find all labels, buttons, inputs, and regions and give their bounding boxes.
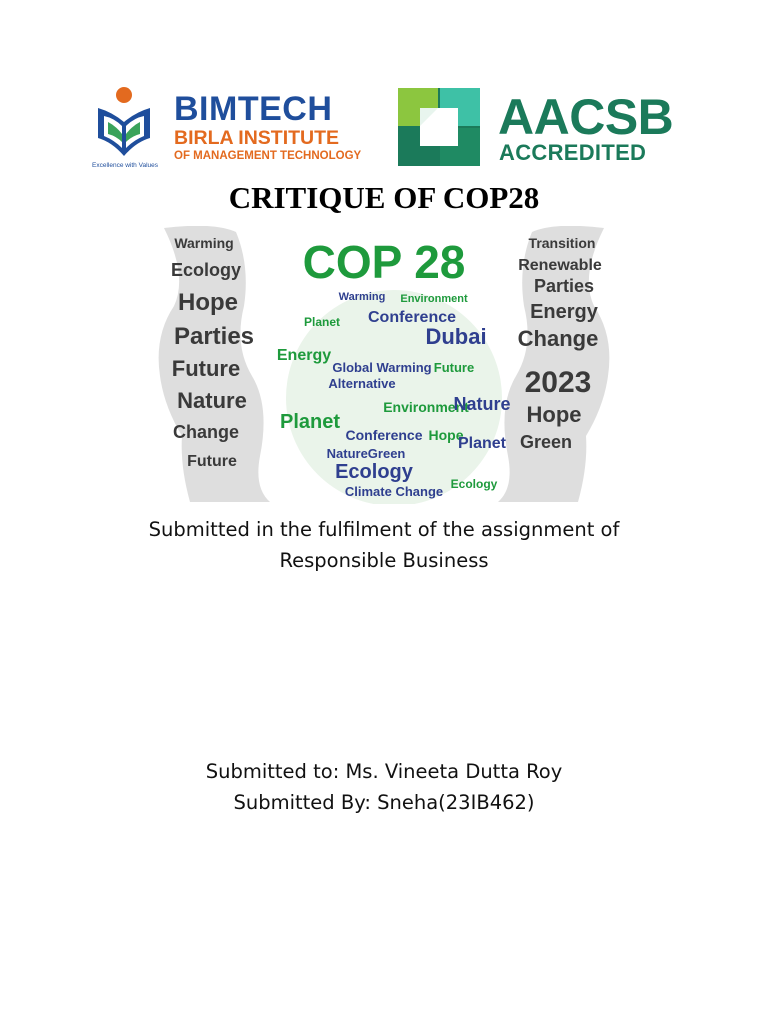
- left-word-0: Warming: [174, 235, 234, 251]
- globe-word-3: Planet: [303, 315, 341, 329]
- bimtech-emblem-icon: [94, 86, 160, 166]
- globe-word-11: Hope: [428, 427, 464, 443]
- globe-word-13: Conference: [345, 427, 423, 443]
- left-word-2: Hope: [178, 289, 238, 316]
- cop28-word-cloud: [94, 226, 674, 504]
- globe-word-4: Energy: [276, 347, 332, 364]
- left-word-6: Change: [172, 422, 240, 442]
- bimtech-logo: [92, 86, 364, 169]
- bimtech-full-name-line2: OF MANAGEMENT TECHNOLOGY: [174, 150, 362, 162]
- left-word-5: Nature: [177, 388, 247, 413]
- page-title: CRITIQUE OF COP28: [228, 180, 540, 215]
- globe-word-2: Conference: [367, 309, 457, 326]
- right-word-4: Change: [517, 326, 599, 351]
- globe-word-9: Nature: [453, 394, 511, 414]
- globe-word-0: Warming: [338, 291, 386, 303]
- globe-word-18: Ecology: [450, 477, 498, 491]
- cop28-banner-image: [94, 226, 674, 504]
- submission-purpose-line2: Responsible Business: [279, 549, 489, 572]
- left-word-1: Ecology: [170, 260, 242, 280]
- globe-word-10: Planet: [279, 411, 341, 433]
- bimtech-tagline: Excellence with Values: [92, 162, 158, 169]
- left-word-7: Future: [187, 453, 237, 470]
- aacsb-logo: [398, 84, 678, 168]
- banner-heading: COP 28: [302, 236, 466, 288]
- globe-word-8: Environment: [383, 399, 469, 415]
- right-word-7: Green: [519, 432, 573, 452]
- right-word-2: Parties: [533, 276, 595, 296]
- left-word-4: Future: [171, 356, 241, 381]
- left-word-3: Parties: [173, 323, 255, 350]
- logo-row: [94, 84, 678, 168]
- right-word-5: 2023: [524, 366, 592, 399]
- right-word-1: Renewable: [518, 257, 602, 274]
- globe-word-17: Future: [433, 360, 475, 375]
- globe-word-14: NatureGreen: [326, 446, 406, 461]
- bimtech-full-name-line1: BIRLA INSTITUTE: [174, 127, 340, 149]
- globe-word-12: Planet: [457, 435, 507, 452]
- aacsb-name: AACSB: [498, 89, 674, 145]
- globe-word-7: Alternative: [328, 376, 396, 391]
- globe-word-5: Dubai: [425, 324, 487, 349]
- submitted-to: Submitted to: Ms. Vineeta Dutta Roy: [205, 760, 563, 783]
- submission-purpose-line1: Submitted in the fulfilment of the assignment of: [148, 518, 620, 541]
- globe-word-1: Environment: [400, 293, 468, 305]
- aacsb-mark-icon: [398, 88, 480, 166]
- right-word-0: Transition: [528, 235, 596, 251]
- globe-word-15: Ecology: [335, 461, 413, 483]
- globe-word-6: Global Warming: [332, 360, 432, 375]
- right-word-3: Energy: [530, 301, 598, 323]
- bimtech-name: BIMTECH: [174, 90, 333, 128]
- aacsb-accredited: ACCREDITED: [499, 140, 647, 165]
- globe-word-16: Climate Change: [344, 484, 444, 499]
- submitted-by: Submitted By: Sneha(23IB462): [233, 791, 535, 814]
- right-word-6: Hope: [526, 402, 582, 427]
